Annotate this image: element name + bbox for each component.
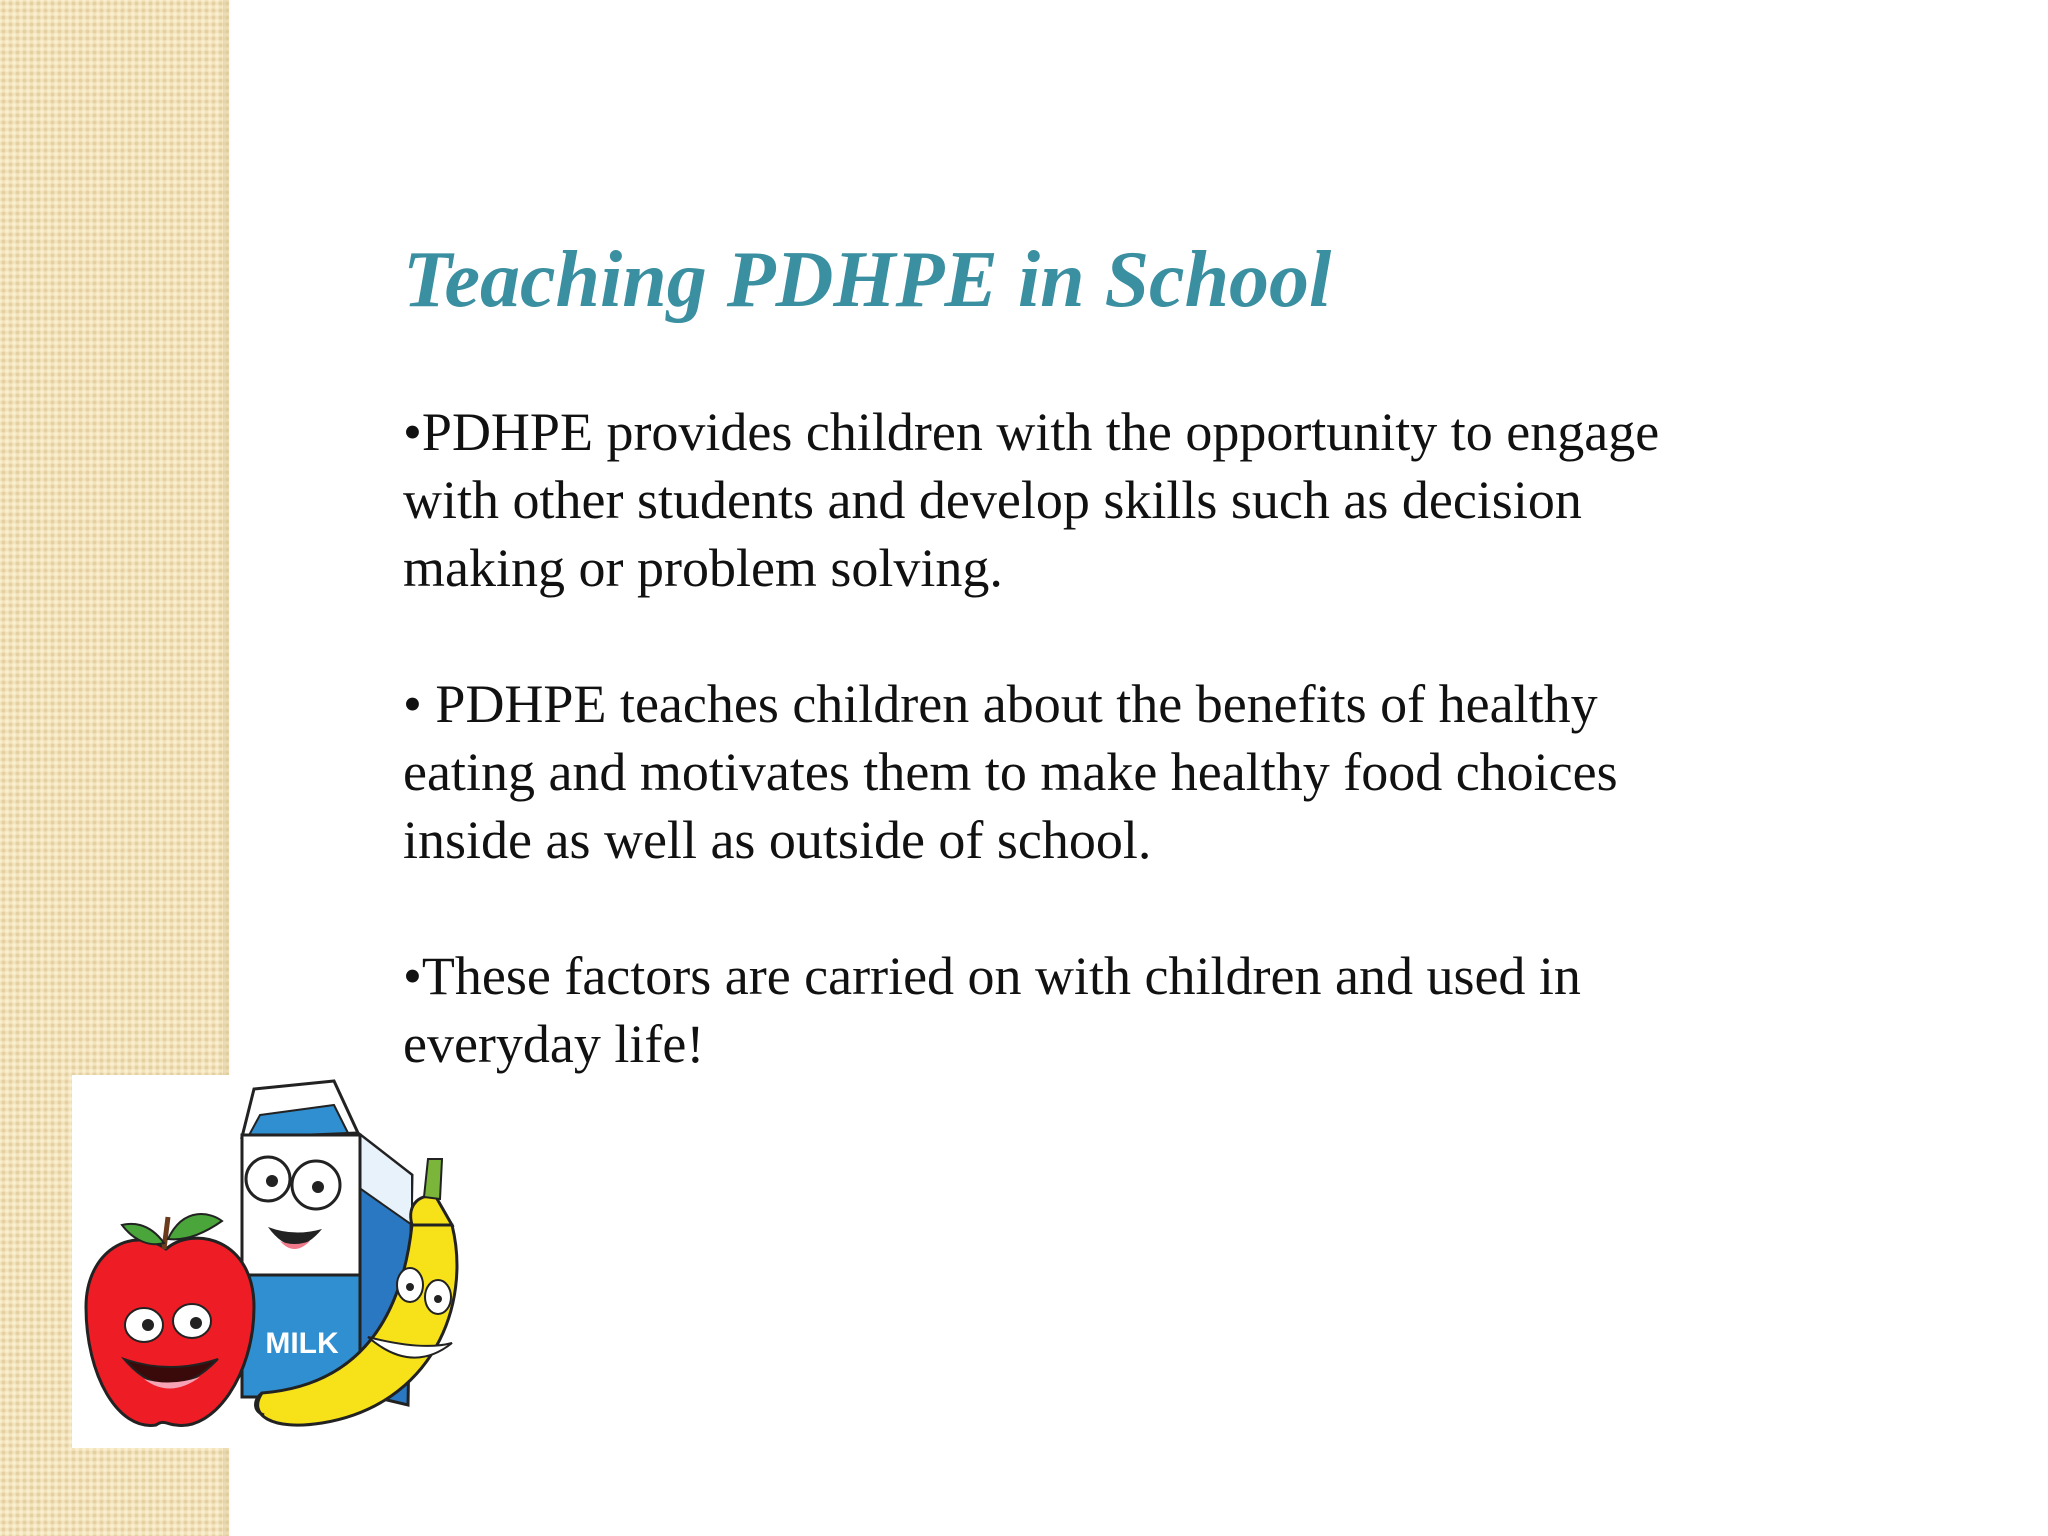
bullet-item-3: •These factors are carried on with children and used in everyday life! (403, 946, 1581, 1074)
bullet-item-2: • PDHPE teaches children about the benefits of healthy eating and motivates them to make healthy food choices inside as well as outside of school. (403, 674, 1618, 870)
apple-icon (86, 1214, 254, 1425)
food-clipart (72, 1075, 492, 1448)
slide-title: Teaching PDHPE in School (403, 236, 1332, 324)
bullet-item-1: •PDHPE provides children with the opportunity to engage with other students and develop skills such as decision making or problem solving. (403, 402, 1660, 598)
bullet-list (403, 398, 1803, 1078)
milk-carton-label: MILK (265, 1327, 339, 1360)
